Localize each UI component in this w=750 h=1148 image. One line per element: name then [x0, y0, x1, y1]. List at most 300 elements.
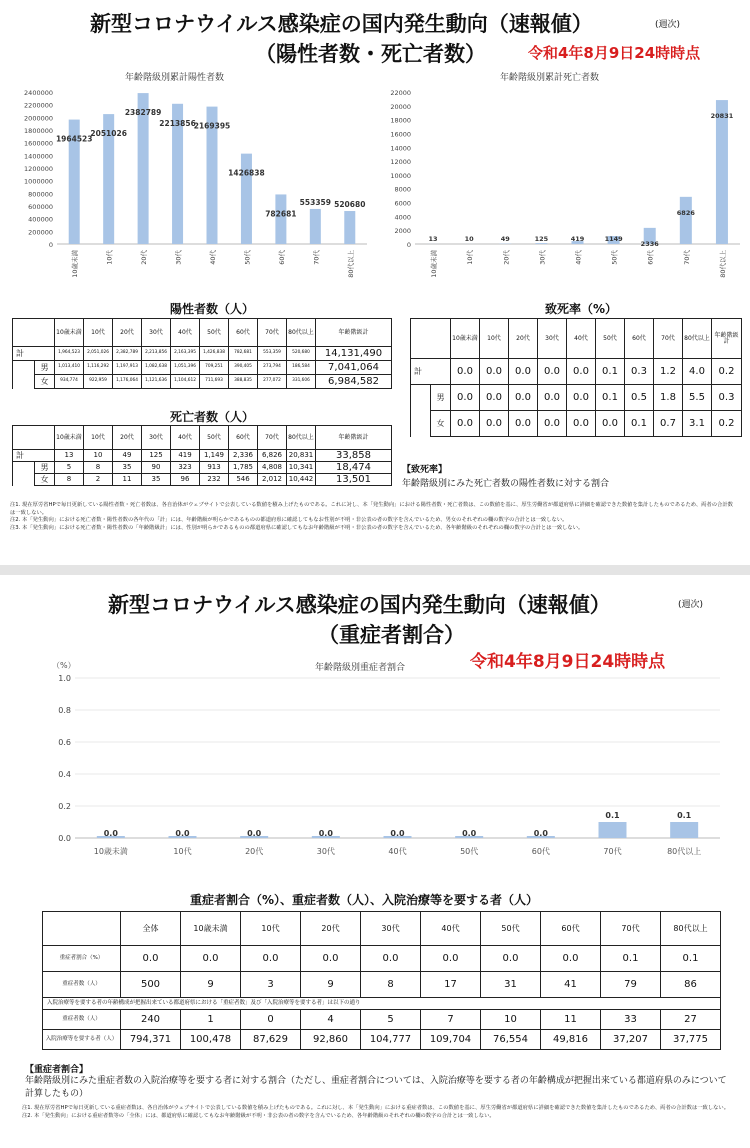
column-header: 10代: [84, 426, 113, 450]
cfr-note-title: 【致死率】: [402, 465, 448, 475]
table-cell: 41: [541, 972, 601, 998]
table-cell: 1.8: [654, 385, 683, 411]
table-cell: 4,808: [258, 462, 287, 474]
x-tick-label: 80代以上: [667, 847, 702, 856]
table-cell: 0.2: [712, 411, 742, 437]
x-tick-label: 40代: [388, 847, 407, 856]
chart-title-positive: 年齢階級別累計陽性者数: [125, 73, 225, 83]
column-header: 30代: [142, 426, 171, 450]
corner-cell: [411, 319, 451, 359]
table-cell: 14,131,490: [316, 347, 392, 361]
table-cell: 1,082,638: [142, 361, 171, 375]
table-cell: 0.0: [241, 946, 301, 972]
table-cell: 31: [481, 972, 541, 998]
x-tick-label: 70代: [312, 250, 321, 265]
y-tick-label: 10000: [390, 171, 411, 180]
x-tick-label: 70代: [682, 250, 691, 265]
x-tick-label: 10代: [105, 250, 114, 265]
y-tick-label: 2400000: [24, 89, 53, 97]
table-cell: 2,382,789: [113, 347, 142, 361]
table-cell: 2,051,026: [84, 347, 113, 361]
indent-cell: [13, 361, 35, 375]
table-cell: 0.0: [509, 385, 538, 411]
table-cell: 709,251: [200, 361, 229, 375]
span-note-row: [43, 998, 721, 1010]
death-table-title: 死亡者数（人）: [170, 410, 255, 424]
x-tick-label: 30代: [538, 250, 547, 265]
table-cell: 0.1: [661, 946, 721, 972]
column-header: 30代: [361, 912, 421, 946]
table-row: [43, 972, 721, 998]
row-label: 重症者数（人）: [43, 1010, 121, 1030]
table-cell: 0.0: [567, 385, 596, 411]
table-cell: 17: [421, 972, 481, 998]
table-cell: 5.5: [683, 385, 712, 411]
table-cell: 13: [55, 450, 84, 462]
table-cell: 1.2: [654, 359, 683, 385]
y-tick-label: 22000: [390, 89, 411, 97]
indent-cell: [13, 474, 35, 486]
data-label: 0.0: [318, 829, 333, 838]
table-cell: 1,121,636: [142, 375, 171, 389]
header-row: [13, 426, 392, 450]
column-header: 80代以上: [661, 912, 721, 946]
table-cell: 0.0: [451, 359, 480, 385]
table-cell: 2,336: [229, 450, 258, 462]
y-tick-label: 0.2: [58, 802, 71, 811]
table-cell: 232: [200, 474, 229, 486]
data-label: 419: [570, 235, 585, 243]
table-cell: 79: [601, 972, 661, 998]
table-cell: 186,584: [287, 361, 316, 375]
bar: [241, 154, 252, 244]
table-row: [43, 1010, 721, 1030]
cfr-note: 年齢階級別にみた死亡者数の陽性者数に対する割合: [402, 479, 610, 489]
row-label: 女: [431, 411, 451, 437]
x-tick-label: 10歳未満: [430, 250, 439, 278]
data-label: 2382789: [124, 108, 162, 118]
bar: [716, 100, 728, 244]
table-cell: 1,964,523: [55, 347, 84, 361]
row-label: 男: [35, 462, 55, 474]
column-header: 40代: [567, 319, 596, 359]
table-cell: 0.0: [481, 946, 541, 972]
x-tick-label: 50代: [610, 250, 619, 265]
data-label: 2213856: [159, 118, 196, 128]
y-tick-label: 1200000: [24, 165, 53, 173]
column-header: 80代以上: [287, 426, 316, 450]
bar: [670, 822, 698, 838]
table-cell: 0.3: [625, 359, 654, 385]
x-tick-label: 50代: [243, 250, 252, 265]
footnotes: [22, 1105, 737, 1120]
table-cell: 273,794: [258, 361, 287, 375]
table-row: [13, 474, 392, 486]
table-cell: 794,371: [121, 1030, 181, 1050]
report-date: 令和4年8月9日24時時点: [528, 44, 701, 62]
table-cell: 33: [601, 1010, 661, 1030]
table-cell: 546: [229, 474, 258, 486]
column-header: 30代: [142, 319, 171, 347]
table-cell: 9: [301, 972, 361, 998]
column-header: 10歳未満: [451, 319, 480, 359]
data-label: 49: [500, 235, 510, 243]
table-cell: 1,176,064: [113, 375, 142, 389]
y-tick-label: 14000: [390, 144, 411, 153]
table-cell: 0.1: [601, 946, 661, 972]
bar: [310, 209, 321, 244]
row-label: 重症者数（人）: [43, 972, 121, 998]
table-cell: 0.0: [596, 411, 625, 437]
table-cell: 4.0: [683, 359, 712, 385]
data-label: 0.0: [175, 829, 190, 838]
data-label: 1149: [604, 235, 623, 243]
table-cell: 419: [171, 450, 200, 462]
data-label: 0.0: [533, 829, 548, 838]
table-cell: 711,693: [200, 375, 229, 389]
table-row: [43, 946, 721, 972]
x-tick-label: 20代: [245, 847, 264, 856]
row-label: 重症者割合（%）: [43, 946, 121, 972]
panel-positive-deaths: [0, 0, 750, 565]
column-header: 20代: [301, 912, 361, 946]
table-cell: 0.1: [596, 385, 625, 411]
column-header: 50代: [200, 319, 229, 347]
table-cell: 0.0: [567, 359, 596, 385]
severe-table-title: 重症者割合（%）、重症者数（人）、入院治療等を要する者（人）: [190, 893, 539, 907]
y-tick-label: 0.0: [58, 834, 71, 843]
table-cell: 33,858: [316, 450, 392, 462]
column-header: 50代: [596, 319, 625, 359]
data-label: 13: [428, 235, 438, 243]
footnote: 注3. 本「発生動向」における死亡者数・陽性者数の「年齢階級計」には、性別が明らかであるものの都道府県に確認してもなお年齢階級が不明・非公表の者の数字を含んでいるため、各年齢階級のそれぞれの欄の数字の合計とは一致しない。: [10, 525, 584, 532]
column-header: 60代: [625, 319, 654, 359]
y-tick-label: 12000: [390, 158, 411, 167]
table-cell: 86: [661, 972, 721, 998]
column-header: 70代: [601, 912, 661, 946]
table-cell: 3.1: [683, 411, 712, 437]
y-tick-label: 1600000: [24, 139, 53, 148]
table-cell: 0.0: [567, 411, 596, 437]
data-label: 2169395: [193, 121, 231, 131]
table-cell: 8: [55, 474, 84, 486]
column-header: 年齢階級計: [712, 319, 742, 359]
column-header: 20代: [509, 319, 538, 359]
x-tick-label: 10歳未満: [71, 250, 80, 278]
table-cell: 3: [241, 972, 301, 998]
table-cell: 0.0: [509, 359, 538, 385]
table-cell: 10: [84, 450, 113, 462]
table-cell: 0.0: [181, 946, 241, 972]
page-subtitle: （陽性者数・死亡者数）: [255, 42, 486, 66]
table-cell: 553,359: [258, 347, 287, 361]
data-label: 125: [534, 235, 549, 243]
y-tick-label: 800000: [28, 190, 53, 199]
table-cell: 1,013,410: [55, 361, 84, 375]
table-cell: 0.0: [121, 946, 181, 972]
footnotes: [10, 502, 738, 533]
header-row: [13, 319, 392, 347]
column-header: 80代以上: [683, 319, 712, 359]
data-label: 0.0: [462, 829, 477, 838]
table-cell: 87,629: [241, 1030, 301, 1050]
table-cell: 0.0: [451, 411, 480, 437]
data-label: 0.1: [605, 811, 620, 820]
table-cell: 18,474: [316, 462, 392, 474]
bar: [275, 194, 286, 244]
table-cell: 390,405: [229, 361, 258, 375]
x-tick-label: 30代: [316, 847, 335, 856]
column-header: 60代: [229, 426, 258, 450]
column-header: 年齢階級計: [316, 319, 392, 347]
x-tick-label: 80代以上: [346, 250, 355, 278]
x-tick-label: 70代: [603, 847, 622, 856]
table-cell: 0.0: [538, 385, 567, 411]
cfr-table-title: 致死率（%）: [545, 302, 618, 316]
x-tick-label: 40代: [209, 250, 217, 265]
table-cell: 277,072: [258, 375, 287, 389]
corner-cell: [13, 319, 55, 347]
table-cell: 7: [421, 1010, 481, 1030]
footnote: 注2. 本「発生動向」における死亡者数・陽性者数の各年代の「計」には、年齢階級が明らかであるものの都道府県に確認してもなお性別が不明・非公表の者の数字を含んでいるため、男女のそれぞれの欄の数字の合計とは一致しない。: [10, 517, 568, 524]
data-label: 0.0: [103, 829, 118, 838]
table-row: [411, 359, 742, 385]
table-cell: 0.0: [451, 385, 480, 411]
column-header: 10歳未満: [181, 912, 241, 946]
severe-table: [42, 911, 721, 1050]
table-cell: 1: [181, 1010, 241, 1030]
table-cell: 1,116,292: [84, 361, 113, 375]
table-cell: 1,426,838: [200, 347, 229, 361]
report-date: 令和4年8月9日24時時点: [470, 652, 666, 672]
y-tick-label: 0.4: [58, 770, 71, 779]
row-label: 入院治療等を要する者（人）: [43, 1030, 121, 1050]
data-label: 2051026: [90, 129, 127, 139]
table-cell: 1,149: [200, 450, 229, 462]
death-table: [12, 425, 392, 486]
table-cell: 11: [113, 474, 142, 486]
footnote: 注1. 現在厚労省HPで毎日更新している陽性者数・死亡者数は、各自治体がウェブサイトで公表している数値を積み上げたものである。これに対し、本「発生動向」における陽性者数・死亡者数は、この数値を基に、厚生労働省が都道府県に詳細を確認できた数値を集計したものであるため、両者の合計数は一致しない。: [10, 502, 733, 516]
y-tick-label: 2200000: [24, 101, 53, 110]
row-label: 計: [411, 359, 451, 385]
y-tick-label: 8000: [394, 185, 411, 194]
data-label: 1964523: [55, 134, 93, 144]
table-cell: 1,785: [229, 462, 258, 474]
column-header: 70代: [654, 319, 683, 359]
table-cell: 49,816: [541, 1030, 601, 1050]
table-cell: 8: [361, 972, 421, 998]
table-cell: 0.0: [538, 411, 567, 437]
x-tick-label: 50代: [460, 847, 479, 856]
page-subtitle: （重症者割合）: [318, 623, 465, 647]
bar: [599, 822, 627, 838]
table-cell: 2,163,395: [171, 347, 200, 361]
column-header: 60代: [541, 912, 601, 946]
table-cell: 35: [113, 462, 142, 474]
column-header: 30代: [538, 319, 567, 359]
data-label: 0.1: [677, 811, 692, 820]
footnote: 注1. 現在厚労省HPで毎日更新している重症者数は、各自治体がウェブサイトで公表している数値を積み上げたものである。これに対し、本「発生動向」における重症者数は、この数値を基に、厚生労働省が都道府県に詳細を確認できた数値を集計したものであるため、両者の合計数は一致しない。: [22, 1105, 730, 1111]
x-tick-label: 80代以上: [718, 250, 727, 278]
column-header: 40代: [421, 912, 481, 946]
data-label: 1426838: [228, 168, 265, 178]
bar: [535, 243, 547, 244]
data-label: 2336: [640, 239, 659, 248]
positive-table: [12, 318, 392, 389]
table-cell: 10,442: [287, 474, 316, 486]
y-tick-label: 1400000: [24, 152, 53, 161]
header-row: [411, 319, 742, 359]
y-tick-label: 18000: [390, 116, 411, 125]
corner-cell: [13, 426, 55, 450]
y-tick-label: 1000000: [24, 177, 53, 186]
column-header: 70代: [258, 426, 287, 450]
table-row: [411, 411, 742, 437]
table-cell: 0.5: [625, 385, 654, 411]
table-cell: 11: [541, 1010, 601, 1030]
y-tick-label: 600000: [28, 203, 53, 211]
table-cell: 0: [241, 1010, 301, 1030]
y-tick-label: 6000: [394, 199, 411, 208]
table-cell: 13,501: [316, 474, 392, 486]
table-cell: 2,012: [258, 474, 287, 486]
table-cell: 90: [142, 462, 171, 474]
table-cell: 913: [200, 462, 229, 474]
table-row: [13, 347, 392, 361]
row-label: 女: [35, 474, 55, 486]
table-cell: 104,777: [361, 1030, 421, 1050]
table-cell: 922,959: [84, 375, 113, 389]
table-cell: 0.0: [480, 385, 509, 411]
data-label: 520680: [334, 200, 366, 210]
y-tick-label: 400000: [28, 215, 53, 224]
x-tick-label: 60代: [646, 250, 655, 265]
table-cell: 0.0: [480, 359, 509, 385]
column-header: 40代: [171, 319, 200, 347]
x-tick-label: 10代: [173, 847, 192, 856]
table-cell: 37,207: [601, 1030, 661, 1050]
header-row: [43, 912, 721, 946]
table-cell: 1,197,913: [113, 361, 142, 375]
positive-table-title: 陽性者数（人）: [170, 302, 255, 316]
y-axis-unit: （%）: [52, 661, 76, 670]
weekly-label: (週次): [678, 600, 704, 610]
y-tick-label: 16000: [390, 130, 411, 139]
table-cell: 0.0: [301, 946, 361, 972]
column-header: 40代: [171, 426, 200, 450]
column-header: 50代: [481, 912, 541, 946]
table-row: [411, 385, 742, 411]
table-cell: 92,860: [301, 1030, 361, 1050]
table-cell: 934,774: [55, 375, 84, 389]
table-cell: 5: [55, 462, 84, 474]
data-label: 6826: [676, 208, 695, 217]
table-cell: 27: [661, 1010, 721, 1030]
chart-title-deaths: 年齢階級別累計死亡者数: [500, 73, 600, 83]
table-cell: 500: [121, 972, 181, 998]
table-cell: 7,041,064: [316, 361, 392, 375]
y-tick-label: 0: [48, 241, 53, 249]
table-cell: 0.0: [509, 411, 538, 437]
indent-cell: [13, 375, 35, 389]
indent-cell: [13, 462, 35, 474]
page-title: 新型コロナウイルス感染症の国内発生動向（速報値）: [108, 593, 611, 617]
column-header: 全体: [121, 912, 181, 946]
x-tick-label: 20代: [502, 250, 511, 265]
cfr-table: [410, 318, 742, 437]
y-tick-label: 0.6: [58, 738, 71, 747]
bar: [680, 197, 692, 244]
table-cell: 520,680: [287, 347, 316, 361]
deaths-bar-chart: [375, 84, 745, 294]
y-tick-label: 2000: [394, 227, 411, 236]
table-cell: 0.2: [712, 359, 742, 385]
table-cell: 49: [113, 450, 142, 462]
table-cell: 0.7: [654, 411, 683, 437]
table-cell: 10: [481, 1010, 541, 1030]
table-cell: 1,104,612: [171, 375, 200, 389]
y-tick-label: 0: [406, 241, 411, 249]
span-note: 入院治療等を要する者の年齢構成が把握出来ている都道府県における「重症者数」及び「入院治療等を要する者」は以下の通り: [43, 998, 721, 1010]
table-cell: 2: [84, 474, 113, 486]
chart-title-severe: 年齢階級別重症者割合: [315, 663, 406, 673]
table-cell: 9: [181, 972, 241, 998]
table-cell: 0.0: [541, 946, 601, 972]
table-cell: 5: [361, 1010, 421, 1030]
x-tick-label: 60代: [277, 250, 286, 265]
row-label: 男: [35, 361, 55, 375]
table-cell: 1,051,396: [171, 361, 200, 375]
table-cell: 109,704: [421, 1030, 481, 1050]
table-row: [13, 462, 392, 474]
column-header: 10歳未満: [55, 319, 84, 347]
corner-cell: [43, 912, 121, 946]
table-cell: 6,984,582: [316, 375, 392, 389]
y-tick-label: 4000: [394, 213, 411, 222]
column-header: 年齢階級計: [316, 426, 392, 450]
table-cell: 35: [142, 474, 171, 486]
x-tick-label: 20代: [140, 250, 149, 265]
column-header: 10歳未満: [55, 426, 84, 450]
table-cell: 331,606: [287, 375, 316, 389]
x-tick-label: 60代: [531, 847, 550, 856]
positive-bar-chart: [5, 84, 375, 294]
column-header: 10代: [480, 319, 509, 359]
table-row: [13, 361, 392, 375]
table-cell: 20,831: [287, 450, 316, 462]
data-label: 553359: [299, 197, 331, 207]
table-cell: 240: [121, 1010, 181, 1030]
table-cell: 76,554: [481, 1030, 541, 1050]
y-tick-label: 200000: [28, 228, 53, 237]
severe-note-title: 【重症者割合】: [25, 1065, 89, 1075]
column-header: 70代: [258, 319, 287, 347]
table-cell: 0.0: [480, 411, 509, 437]
data-label: 10: [464, 235, 474, 243]
row-label: 女: [35, 375, 55, 389]
table-cell: 323: [171, 462, 200, 474]
data-label: 20831: [710, 112, 734, 121]
x-tick-label: 10代: [466, 250, 475, 265]
table-cell: 8: [84, 462, 113, 474]
row-label: 計: [13, 347, 55, 361]
table-row: [13, 450, 392, 462]
table-cell: 125: [142, 450, 171, 462]
table-cell: 0.3: [712, 385, 742, 411]
table-cell: 0.0: [421, 946, 481, 972]
page-title: 新型コロナウイルス感染症の国内発生動向（速報値）: [90, 12, 593, 36]
column-header: 50代: [200, 426, 229, 450]
